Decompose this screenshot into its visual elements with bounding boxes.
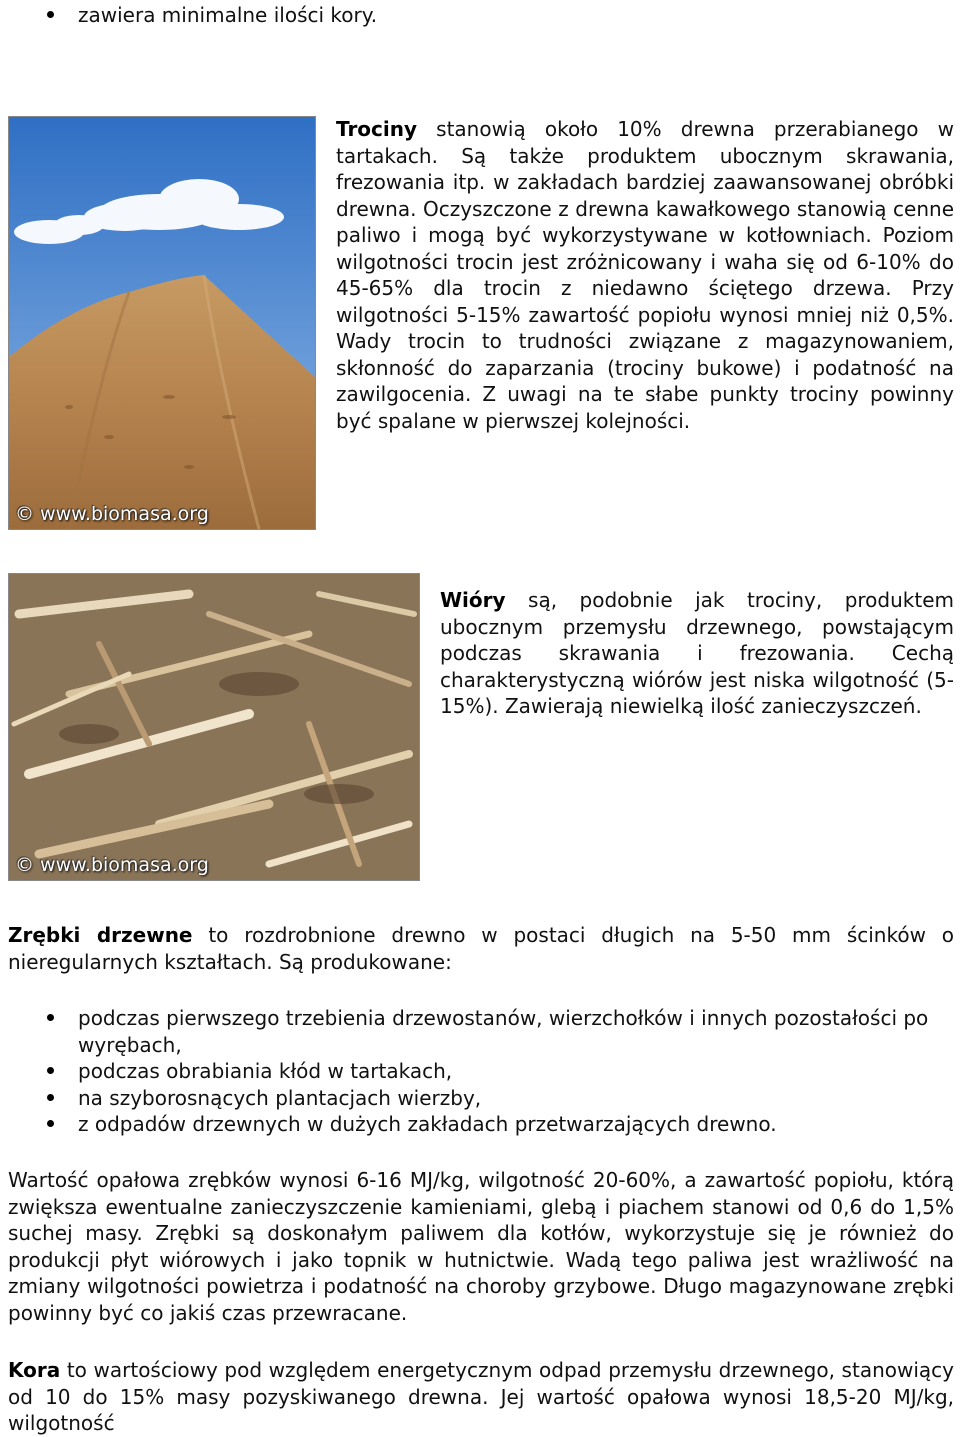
kora-text: to wartościowy pod względem energetycznym odpad przemysłu drzewnego, stanowiący od 10 do 15% masy pozyskiwanego drewna. Jej wartość opałowa wynosi 18,5-20 MJ/kg, wilgotność: [8, 1358, 954, 1435]
zrebki-text: to rozdrobnione drewno w postaci długich na 5-50 mm ścinków o nieregularnych kształtach. Są produkowane:: [8, 923, 954, 974]
wiory-text: są, podobnie jak trociny, produktem ubocznym przemysłu drzewnego, powstającym podczas skrawania i frezowania. Cechą charakterystyczną wiórów jest niska wilgotność (5-15%). Zawierają niewielką ilość zanieczyszczeń.: [440, 588, 954, 718]
sawdust-pile-image: [9, 117, 315, 529]
list-item: podczas obrabiania kłód w tartakach,: [0, 1058, 954, 1085]
list-item: podczas pierwszego trzebienia drzewostanów, wierzchołków i innych pozostałości po wyrębach,: [0, 1005, 954, 1058]
zrebki-properties-paragraph: Wartość opałowa zrębków wynosi 6-16 MJ/kg, wilgotność 20-60%, a zawartość popiołu, którą zwiększa ewentualne zanieczyszczenie kamieniami, glebą i piachem stanowi od 0,6 do 1,5% suchej masy. Zrębki są doskonałym paliwem dla kotłów, wykorzystuje się je również do produkcji płyt wiórowych i jako topnik w hutnictwie. Wadą tego paliwa jest wrażliwość na zmiany wilgotności powietrza i podatność na choroby grzybowe. Długo magazynowane zrębki powinny być co jakiś czas przewracane.: [8, 1168, 954, 1325]
sawdust-pile-photo: [8, 116, 316, 530]
trociny-text: stanowią około 10% drewna przerabianego w tartakach. Są także produktem ubocznym skrawania, frezowania itp. w zakładach bardziej zaawansowanej obróbki drewna. Oczyszczone z drewna kawałkowego stanowią cenne paliwo i mogą być wykorzystywane w kotłowniach. Poziom wilgotności trocin jest zróżnicowany i waha się od 6-10% do 45-65% dla trocin z niedawno ściętego drzewa. Przy wilgotności 5-15% zawartość popiołu wynosi mniej niż 0,5%. Wady trocin to trudności związane z magazynowaniem, skłonność do zaparzania (trociny bukowe) i podatność na zawilgocenia. Z uwagi na te słabe punkty trociny powinny być spalane w pierwszej kolejności.: [336, 117, 954, 433]
term-trociny: Trociny: [336, 117, 418, 141]
trociny-paragraph: [336, 116, 954, 434]
term-kora: Kora: [8, 1358, 61, 1382]
kora-paragraph: [8, 1357, 954, 1437]
wiory-paragraph: [440, 587, 954, 720]
list-item: z odpadów drzewnych w dużych zakładach przetwarzających drewno.: [0, 1111, 954, 1138]
photo-watermark: © www.biomasa.org: [15, 502, 209, 525]
term-zrebki: Zrębki drzewne: [8, 923, 193, 947]
term-wiory: Wióry: [440, 588, 506, 612]
list-item: na szyborosnących plantacjach wierzby,: [0, 1085, 954, 1112]
top-bullet-list: [0, 2, 960, 29]
zrebki-paragraph: [8, 922, 954, 975]
wood-shavings-photo: [8, 573, 420, 881]
photo-watermark: © www.biomasa.org: [15, 853, 209, 876]
list-item: zawiera minimalne ilości kory.: [0, 2, 960, 29]
zrebki-production-list: [0, 1005, 954, 1138]
wood-shavings-image: [9, 574, 419, 880]
